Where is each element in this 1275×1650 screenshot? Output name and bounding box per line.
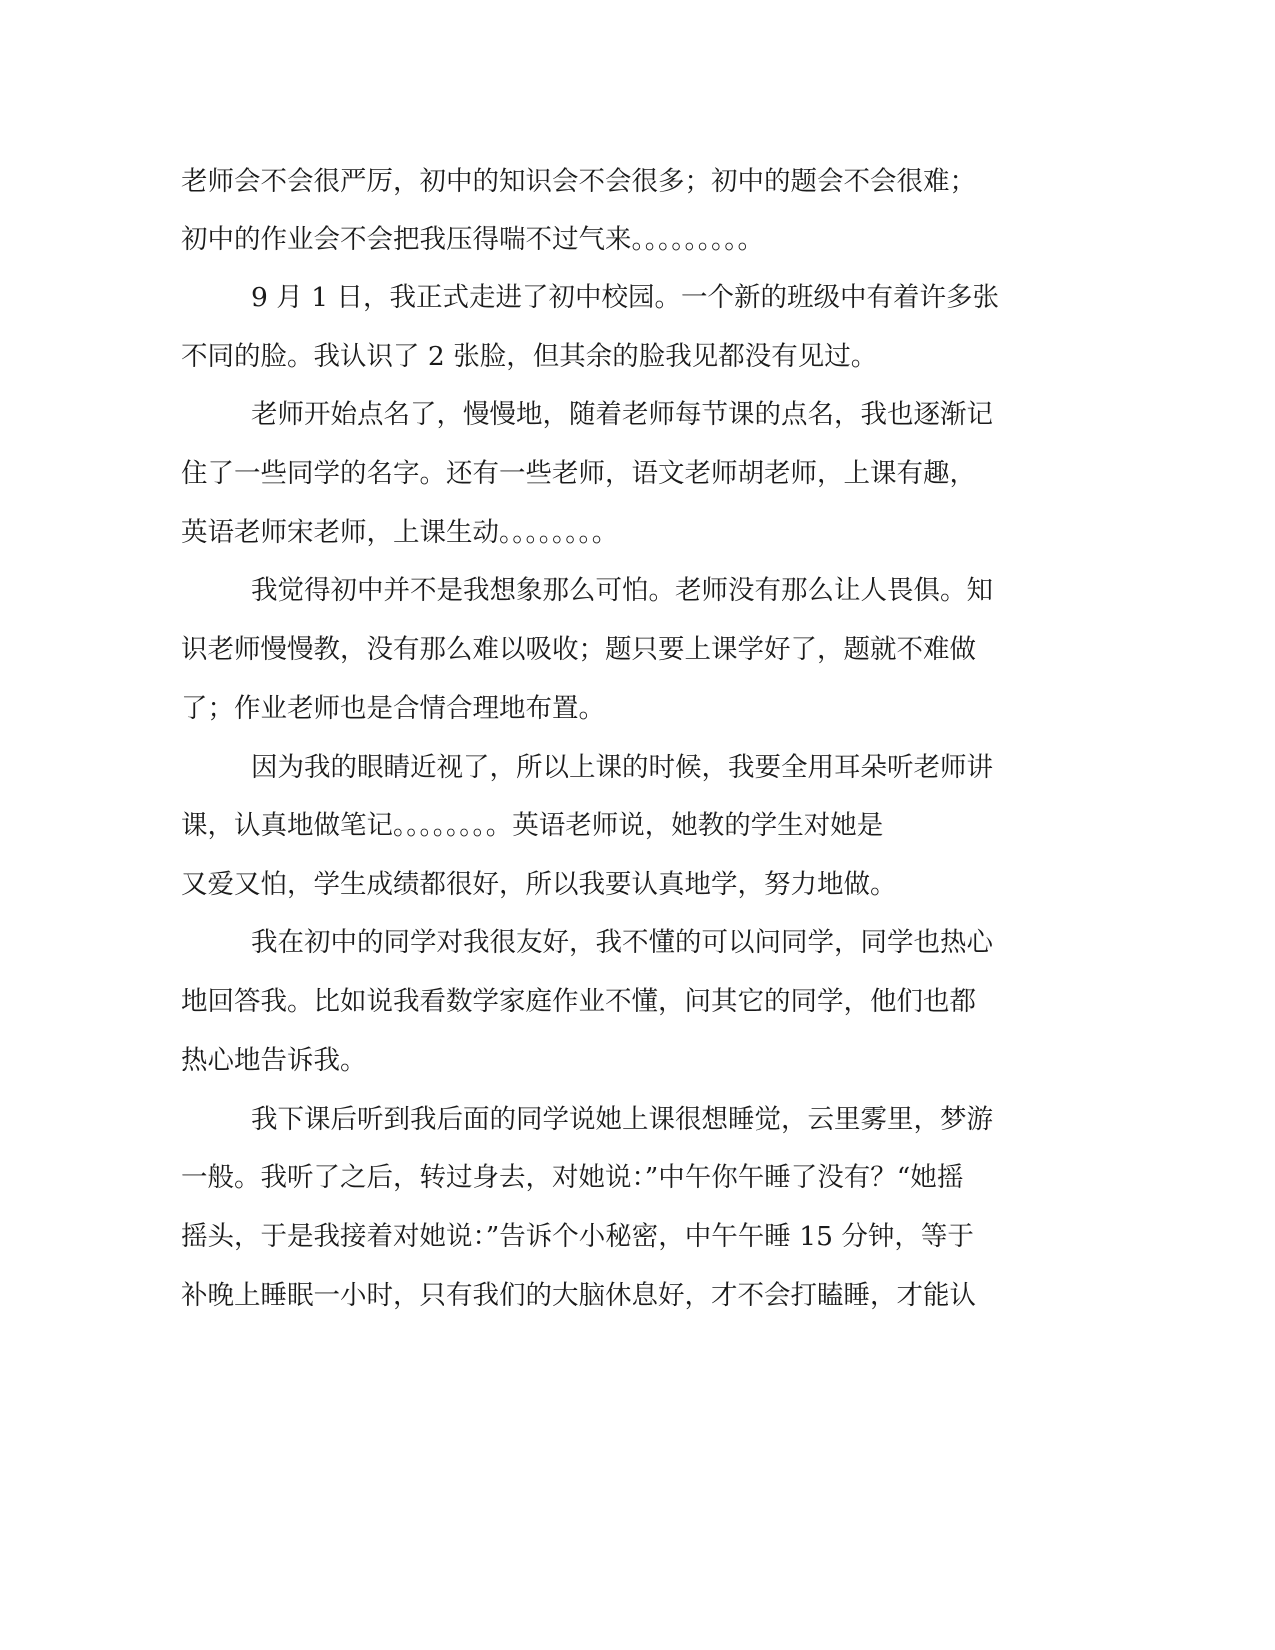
paragraph-first-line: 老师开始点名了，慢慢地，随着老师每节课的点名，我也逐渐记	[251, 399, 993, 430]
text-line: 热心地告诉我。	[181, 1045, 367, 1076]
text-line: 一般。我听了之后，转过身去，对她说：”中午你午睡了没有？“她摇	[181, 1162, 964, 1193]
text-line: 初中的作业会不会把我压得喘不过气来。。。。。。。。。	[181, 224, 764, 255]
paragraph-first-line: 9 月 1 日，我正式走进了初中校园。一个新的班级中有着许多张	[251, 282, 999, 313]
paragraph-first-line: 因为我的眼睛近视了，所以上课的时候，我要全用耳朵听老师讲	[251, 752, 993, 783]
paragraph-first-line: 我在初中的同学对我很友好，我不懂的可以问同学，同学也热心	[251, 927, 993, 958]
text-line: 课，认真地做笔记。。。。。。。。英语老师说，她教的学生对她是	[181, 810, 884, 841]
paragraph-first-line: 我下课后听到我后面的同学说她上课很想睡觉，云里雾里，梦游	[251, 1104, 993, 1135]
text-line: 住了一些同学的名字。还有一些老师，语文老师胡老师，上课有趣，	[181, 458, 976, 489]
text-line: 英语老师宋老师，上课生动。。。。。。。。	[181, 517, 619, 548]
text-line: 不同的脸。我认识了 2 张脸，但其余的脸我见都没有见过。	[181, 341, 878, 372]
text-line: 地回答我。比如说我看数学家庭作业不懂，问其它的同学，他们也都	[181, 986, 976, 1017]
paragraph-first-line: 我觉得初中并不是我想象那么可怕。老师没有那么让人畏俱。知	[251, 575, 993, 606]
text-line: 补晚上睡眠一小时，只有我们的大脑休息好，才不会打瞌睡，才能认	[181, 1280, 976, 1311]
text-line: 摇头，于是我接着对她说：”告诉个小秘密，中午午睡 15 分钟，等于	[181, 1221, 974, 1252]
text-line: 老师会不会很严厉，初中的知识会不会很多；初中的题会不会很难；	[181, 166, 976, 197]
text-line: 识老师慢慢教，没有那么难以吸收；题只要上课学好了，题就不难做	[181, 634, 976, 665]
text-line: 了；作业老师也是合情合理地布置。	[181, 693, 605, 724]
text-line: 又爱又怕，学生成绩都很好，所以我要认真地学，努力地做。	[181, 869, 897, 900]
